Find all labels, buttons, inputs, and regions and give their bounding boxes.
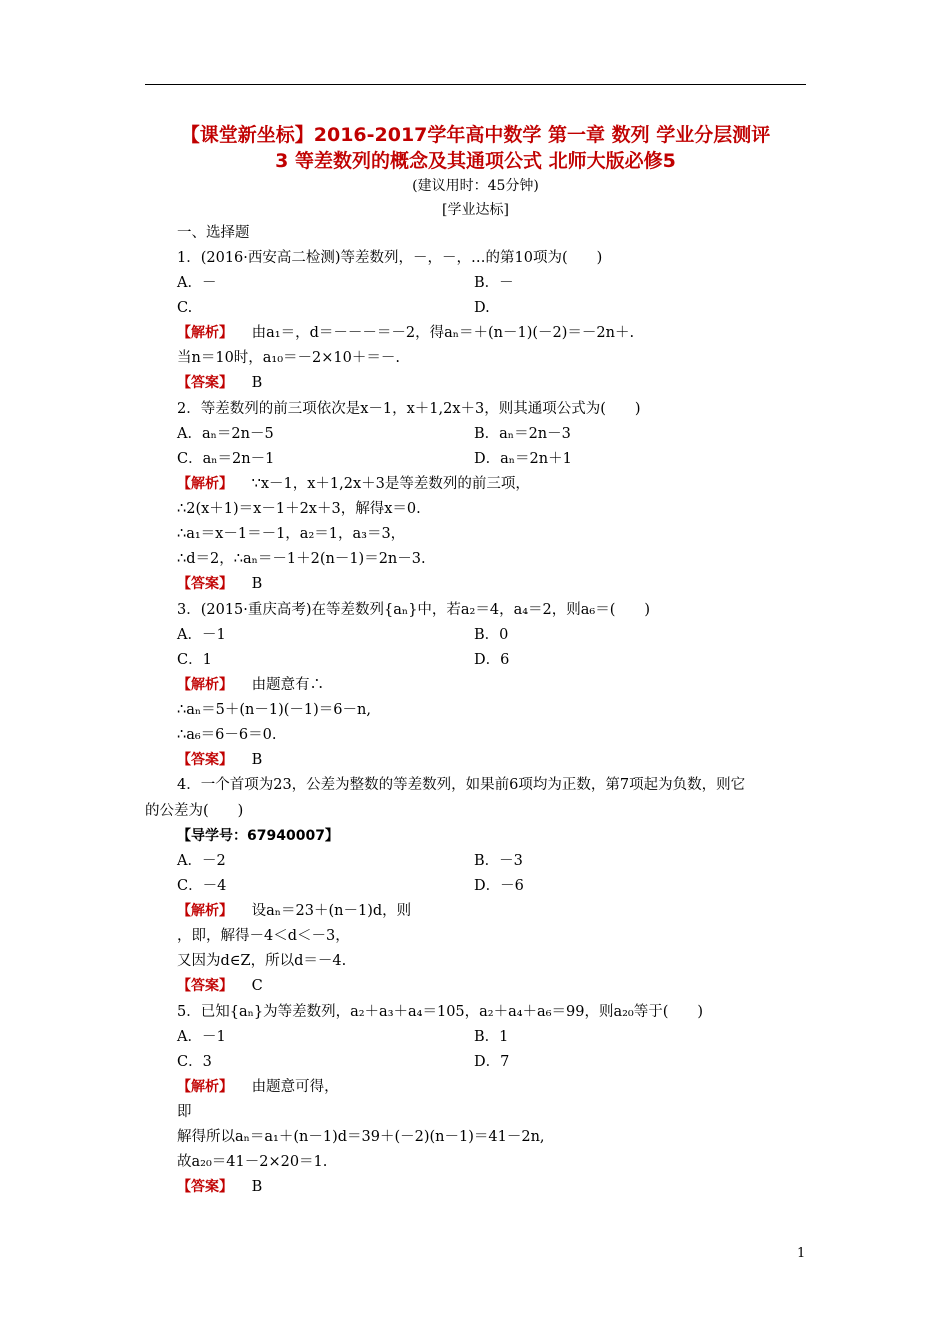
q2-answer-label: 【答案】 xyxy=(177,576,233,592)
q1-answer-label: 【答案】 xyxy=(177,375,233,391)
q3-option-a: A．－1 xyxy=(177,627,226,643)
q3-stem: 3．(2015·重庆高考)在等差数列{aₙ}中，若a₂＝4，a₄＝2，则a₆＝( ) xyxy=(177,602,651,618)
q4-solution-2: ，即，解得－4＜d＜－3， xyxy=(177,928,350,944)
q2-answer: B xyxy=(251,576,263,592)
q2-solution-4: ∴d＝2，∴aₙ＝－1＋2(n－1)＝2n－3. xyxy=(177,551,426,567)
q5-solution-3: 解得所以aₙ＝a₁＋(n－1)d＝39＋(－2)(n－1)＝41－2n, xyxy=(177,1129,545,1145)
q3-option-d: D．6 xyxy=(474,652,510,668)
q5-option-c: C．3 xyxy=(177,1054,212,1070)
q3-answer: B xyxy=(251,752,263,768)
q1-solution-1: 由a₁＝，d＝－－－＝－2，得aₙ＝＋(n－1)(－2)＝－2n＋. xyxy=(251,325,635,341)
q1-analysis-label: 【解析】 xyxy=(177,325,233,341)
q5-option-a: A．－1 xyxy=(177,1029,226,1045)
q4-stem-1: 4．一个首项为23，公差为整数的等差数列，如果前6项均为正数，第7项起为负数，则它 xyxy=(177,777,746,793)
q3-solution-3: ∴a₆＝6－6＝0. xyxy=(177,727,277,743)
q1-option-d: D. xyxy=(474,300,490,316)
q3-option-b: B．0 xyxy=(474,627,509,643)
q4-analysis-label: 【解析】 xyxy=(177,903,233,919)
q2-option-b: B．aₙ＝2n－3 xyxy=(474,426,571,442)
q5-answer-label: 【答案】 xyxy=(177,1179,233,1195)
q2-solution-1: ∵x－1，x＋1,2x＋3是等差数列的前三项， xyxy=(251,476,530,492)
title-line-2: 3 等差数列的概念及其通项公式 北师大版必修5 xyxy=(275,150,676,172)
q1-solution-2: 当n＝10时，a₁₀＝－2×10＋＝－. xyxy=(177,350,400,366)
q5-solution-4: 故a₂₀＝41－2×20＝1. xyxy=(177,1154,328,1170)
q5-option-d: D．7 xyxy=(474,1054,510,1070)
q4-solution-1: 设aₙ＝23＋(n－1)d，则 xyxy=(251,903,412,919)
q5-stem: 5．已知{aₙ}为等差数列，a₂＋a₃＋a₄＝105，a₂＋a₄＋a₆＝99，则a₂₀等于( ) xyxy=(177,1004,704,1020)
q3-analysis-label: 【解析】 xyxy=(177,677,233,693)
q3-option-c: C．1 xyxy=(177,652,212,668)
q3-solution-1: 由题意有∴ xyxy=(251,677,325,693)
q1-answer: B xyxy=(251,375,263,391)
page-number: 1 xyxy=(797,1246,806,1261)
q2-option-c: C．aₙ＝2n－1 xyxy=(177,451,275,467)
q3-solution-2: ∴aₙ＝5＋(n－1)(－1)＝6－n, xyxy=(177,702,371,718)
q4-option-d: D．－6 xyxy=(474,878,524,894)
q4-option-b: B．－3 xyxy=(474,853,523,869)
title-line-1: 【课堂新坐标】2016-2017学年高中数学 第一章 数列 学业分层测评 xyxy=(180,124,771,146)
q1-option-c: C. xyxy=(177,300,193,316)
level-heading: [学业达标] xyxy=(442,202,509,218)
section-heading: 一、选择题 xyxy=(177,225,250,241)
q4-answer: C xyxy=(251,978,263,994)
q1-option-a: A．－ xyxy=(177,275,217,291)
q2-analysis-label: 【解析】 xyxy=(177,476,233,492)
header-rule xyxy=(145,84,806,85)
q5-solution-1: 由题意可得， xyxy=(251,1079,339,1095)
q4-stem-2: 的公差为( ) xyxy=(145,803,244,819)
q2-option-d: D．aₙ＝2n＋1 xyxy=(474,451,572,467)
q5-option-b: B．1 xyxy=(474,1029,509,1045)
q5-solution-2: 即 xyxy=(177,1104,192,1120)
q3-answer-label: 【答案】 xyxy=(177,752,233,768)
q5-answer: B xyxy=(251,1179,263,1195)
q5-analysis-label: 【解析】 xyxy=(177,1079,233,1095)
q4-answer-label: 【答案】 xyxy=(177,978,233,994)
guide-number: 【导学号：67940007】 xyxy=(177,828,339,844)
q2-solution-3: ∴a₁＝x－1＝－1，a₂＝1，a₃＝3， xyxy=(177,526,406,542)
suggested-time: (建议用时：45分钟) xyxy=(412,178,539,194)
q2-option-a: A．aₙ＝2n－5 xyxy=(177,426,274,442)
q1-stem: 1．(2016·西安高二检测)等差数列，－，－，…的第10项为( ) xyxy=(177,250,603,266)
q1-option-b: B．－ xyxy=(474,275,514,291)
q4-solution-3: 又因为d∈Z，所以d＝－4. xyxy=(177,953,347,969)
q2-stem: 2．等差数列的前三项依次是x－1，x＋1,2x＋3，则其通项公式为( ) xyxy=(177,401,641,417)
q2-solution-2: ∴2(x＋1)＝x－1＋2x＋3，解得x＝0. xyxy=(177,501,421,517)
q4-option-a: A．－2 xyxy=(177,853,226,869)
q4-option-c: C．－4 xyxy=(177,878,227,894)
